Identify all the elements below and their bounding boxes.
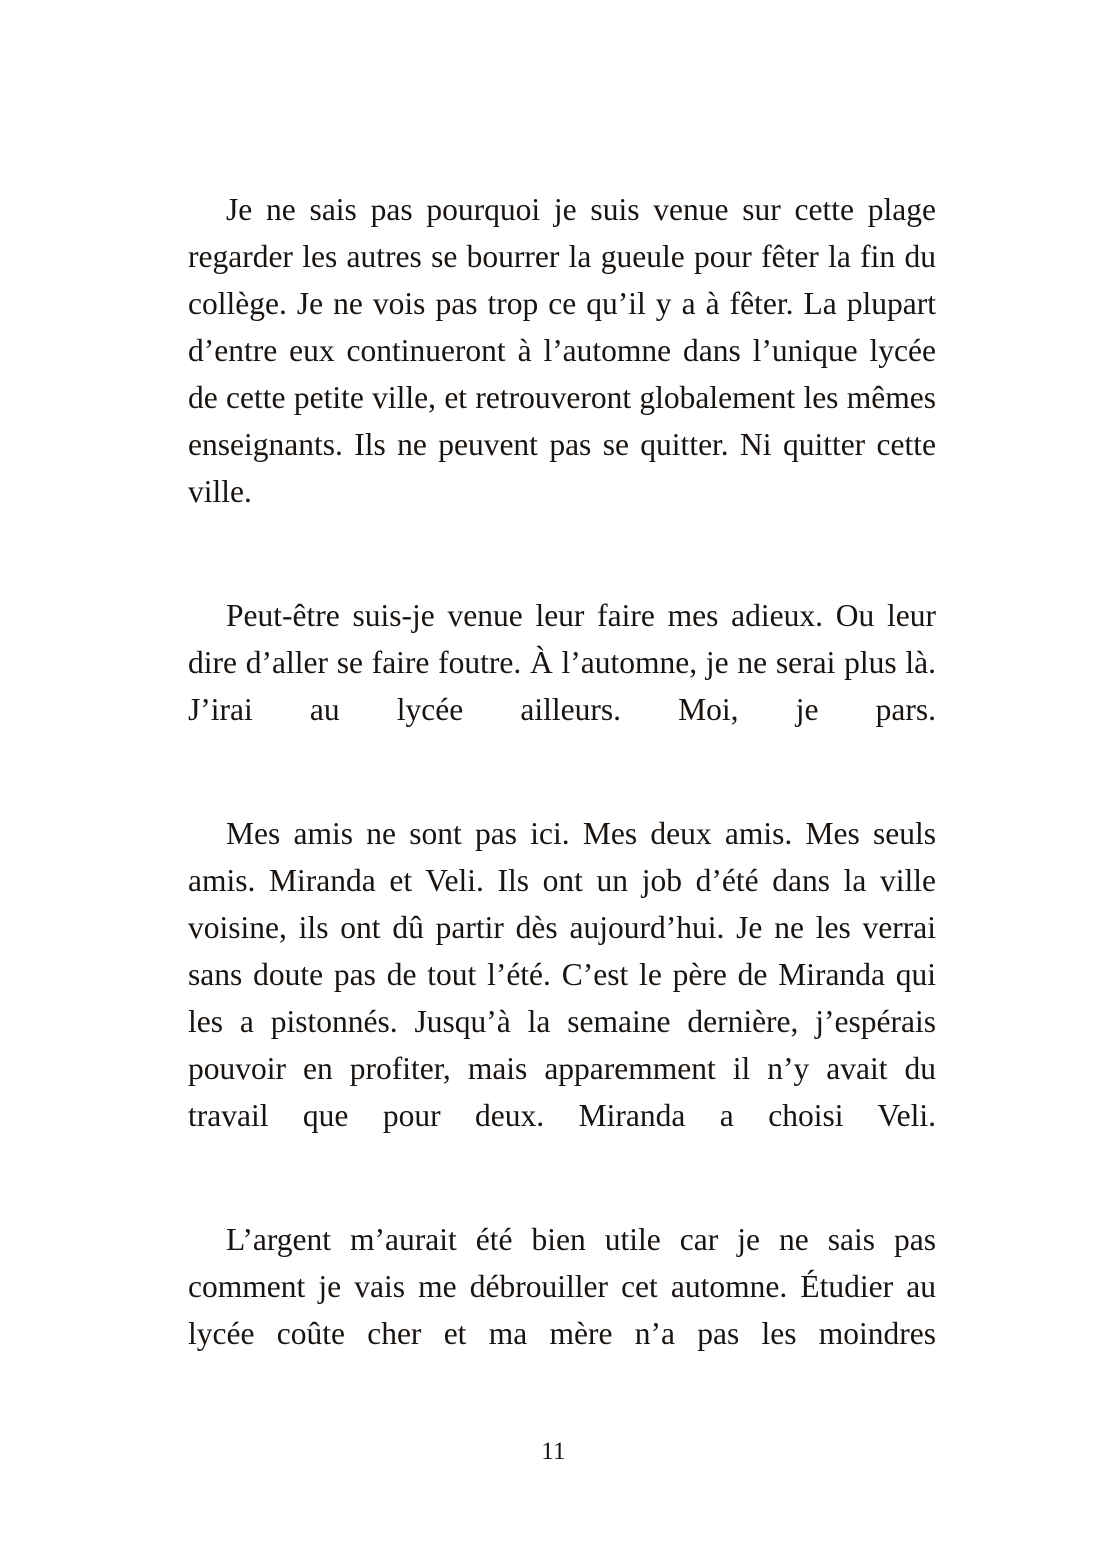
paragraph: Peut-être suis-je venue leur faire mes adieux. Ou leur dire d’aller se faire foutre. À l’automne, je ne serai plus là. J’irai au lycée ailleurs. Moi, je pars. bbox=[188, 598, 936, 727]
paragraph: L’argent m’aurait été bien utile car je ne sais pas comment je vais me débrouiller cet automne. Étudier au lycée coûte cher et ma mère n’a pas les moindres bbox=[188, 1222, 936, 1351]
page-text-block bbox=[188, 186, 936, 1404]
paragraph: Mes amis ne sont pas ici. Mes deux amis. Mes seuls amis. Miranda et Veli. Ils ont un job d’été dans la ville voisine, ils ont dû partir dès aujourd’hui. Je ne les verrai sans doute pas de tout l’été. C’est le père de Miranda qui les a pistonnés. Jusqu’à la semaine dernière, j’espérais pouvoir en profiter, mais apparemment il n’y avait du travail que pour deux. Miranda a choisi Veli. bbox=[188, 816, 936, 1133]
paragraph: Je ne sais pas pourquoi je suis venue sur cette plage regarder les autres se bourrer la gueule pour fêter la fin du collège. Je ne vois pas trop ce qu’il y a à fêter. La plupart d’entre eux continueront à l’automne dans l’unique lycée de cette petite ville, et retrouveront globalement les mêmes enseignants. Ils ne peuvent pas se quitter. Ni quitter cette ville. bbox=[188, 192, 936, 509]
page-number: 11 bbox=[541, 1438, 566, 1465]
